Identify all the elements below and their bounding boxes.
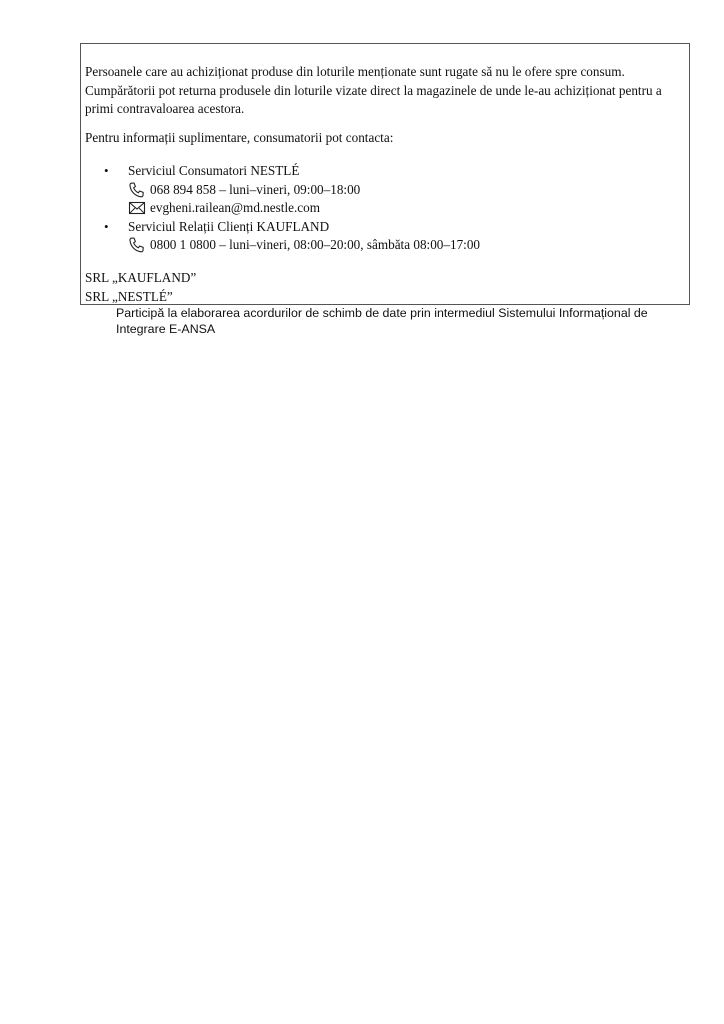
footer-note: Participă la elaborarea acordurilor de schimb de date prin intermediul Sistemului Informațional de Integrare E-ANSA bbox=[116, 306, 648, 336]
return-instructions-paragraph: Persoanele care au achiziționat produse din loturile menționate sunt rugate să nu le ofere spre consum. Cumpărătorii pot returna produsele din loturile vizate direct la magazinele de unde le-au achiziționat pentru a primi contravaloarea acestora. bbox=[85, 64, 662, 116]
contact-phone: 068 894 858 – luni–vineri, 09:00–18:00 bbox=[150, 181, 361, 197]
contact-name: Serviciul Relații Clienți KAUFLAND bbox=[128, 218, 330, 234]
contact-item-nestle bbox=[81, 162, 681, 218]
phone-icon bbox=[128, 237, 146, 253]
phone-icon bbox=[128, 182, 146, 198]
bullet-icon: • bbox=[104, 163, 109, 178]
contact-phone-line bbox=[128, 181, 681, 200]
contact-phone-line bbox=[128, 236, 681, 255]
contact-email-link[interactable]: evgheni.railean@md.nestle.com bbox=[150, 200, 320, 215]
contact-phone: 0800 1 0800 – luni–vineri, 08:00–20:00, sâmbăta 08:00–17:00 bbox=[150, 237, 481, 252]
company-signatures bbox=[85, 269, 196, 306]
company-name-kaufland: SRL „KAUFLAND” bbox=[85, 270, 197, 285]
contact-item-kaufland bbox=[81, 218, 681, 255]
bullet-icon: • bbox=[104, 218, 109, 234]
contact-intro-paragraph: Pentru informații suplimentare, consumatorii pot contacta: bbox=[85, 130, 394, 145]
contact-email-line bbox=[128, 199, 681, 218]
contact-name: Serviciul Consumatori NESTLÉ bbox=[128, 163, 300, 178]
company-name-nestle: SRL „NESTLÉ” bbox=[85, 288, 173, 304]
envelope-icon bbox=[128, 200, 146, 216]
recall-notice-box bbox=[80, 43, 690, 305]
contact-list bbox=[81, 162, 681, 255]
